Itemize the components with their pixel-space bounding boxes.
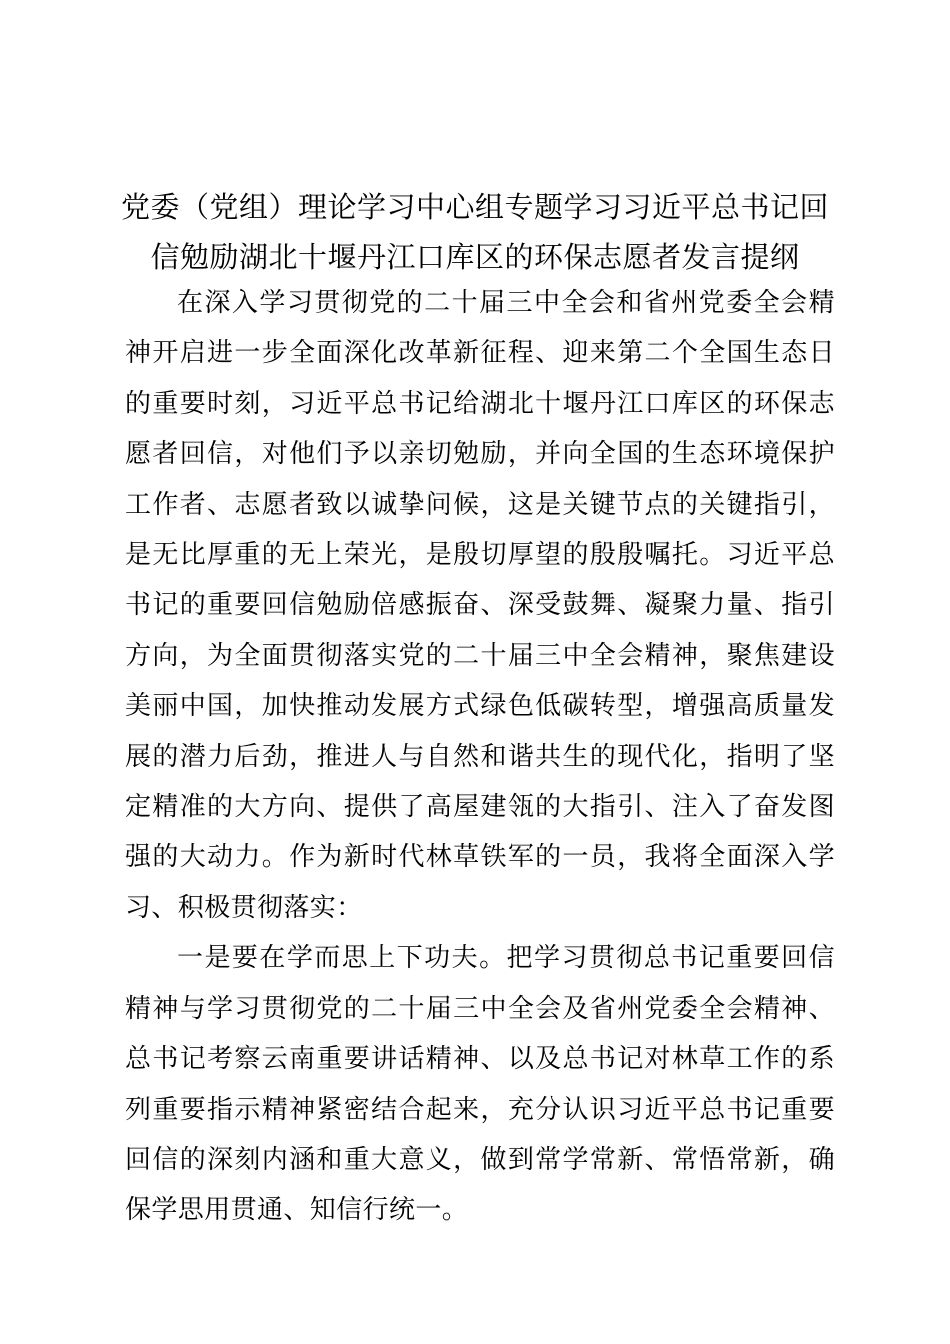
document-body (125, 278, 835, 1236)
title-line-1: 党委（党组）理论学习中心组专题学习习近平总书记回 (120, 190, 829, 224)
document-title (100, 182, 850, 282)
paragraph-intro: 在深入学习贯彻党的二十届三中全会和省州党委全会精神开启进一步全面深化改革新征程、迎来第二个全国生态日的重要时刻，习近平总书记给湖北十堰丹江口库区的环保志愿者回信，对他们予以亲切勉励，并向全国的生态环境保护工作者、志愿者致以诚挚问候，这是关键节点的关键指引，是无比厚重的无上荣光，是殷切厚望的殷殷嘱托。习近平总书记的重要回信勉励倍感振奋、深受鼓舞、凝聚力量、指引方向，为全面贯彻落实党的二十届三中全会精神，聚焦建设美丽中国，加快推动发展方式绿色低碳转型，增强高质量发展的潜力后劲，推进人与自然和谐共生的现代化，指明了坚定精准的大方向、提供了高屋建瓴的大指引、注入了奋发图强的大动力。作为新时代林草铁军的一员，我将全面深入学习、积极贯彻落实： (125, 288, 835, 923)
title-line-2: 信勉励湖北十堰丹江口库区的环保志愿者发言提纲 (150, 240, 800, 274)
paragraph-point-one: 一是要在学而思上下功夫。把学习贯彻总书记重要回信精神与学习贯彻党的二十届三中全会及省州党委全会精神、总书记考察云南重要讲话精神、以及总书记对林草工作的系列重要指示精神紧密结合起来，充分认识习近平总书记重要回信的深刻内涵和重大意义，做到常学常新、常悟常新，确保学思用贯通、知信行统一。 (125, 943, 835, 1226)
